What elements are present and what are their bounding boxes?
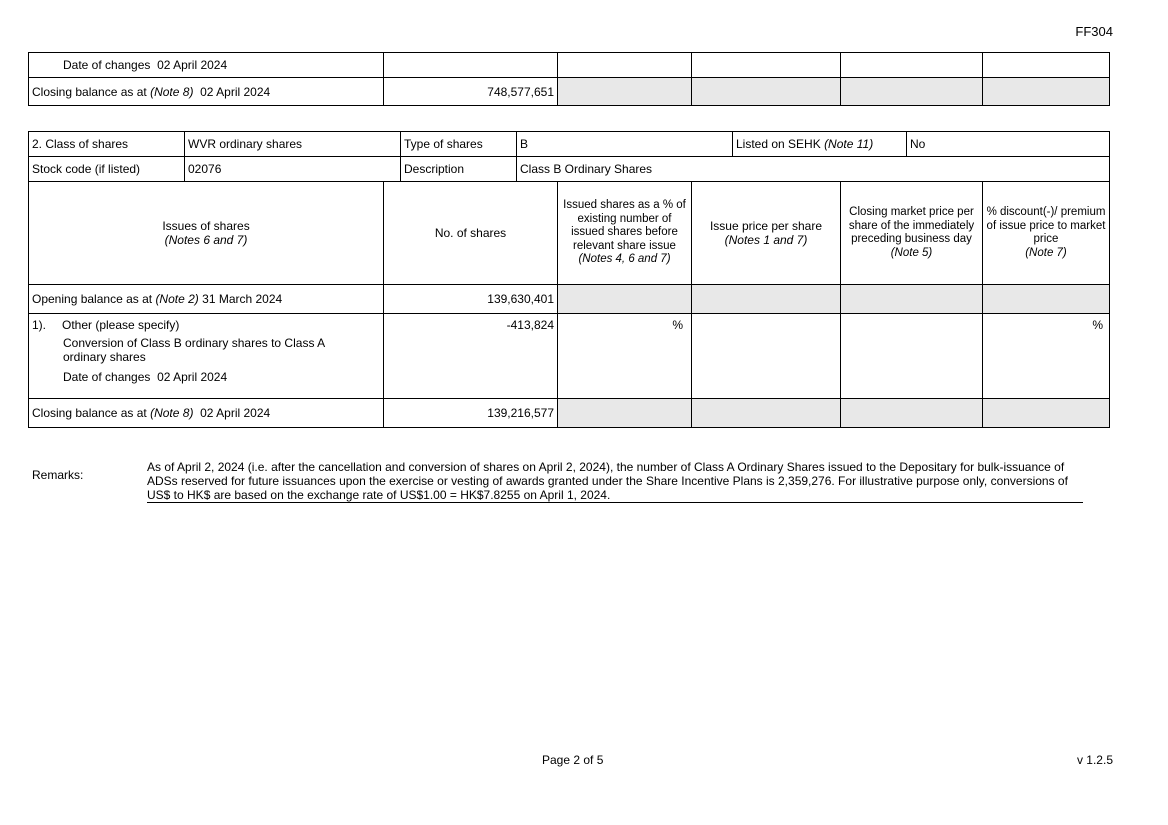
remarks-text: As of April 2, 2024 (i.e. after the cancellation and conversion of shares on April 2, 2024), the number of Class A Ordinary Shares issued to the Depositary for bulk-issuance of ADSs reserved for future issuances upon the exercise or vesting of awards granted under the Share Incentive Plans is 2,359,276. For illustrative purpose only, conversions of US$ to HK$ are based on the exchange rate of US$1.00 = HK$7.8255 on April 1, 2024. bbox=[147, 460, 1083, 503]
header-issues-text: Issues of shares bbox=[162, 219, 250, 233]
gray-cell bbox=[983, 78, 1110, 106]
opening-date: 31 March 2024 bbox=[202, 292, 283, 306]
empty-cell bbox=[983, 53, 1110, 78]
listed-note: (Note 11) bbox=[824, 137, 874, 151]
type-label: Type of shares bbox=[401, 132, 517, 157]
item-shares: -413,824 bbox=[384, 314, 558, 399]
gray-cell bbox=[841, 78, 983, 106]
header-closing-price-text: Closing market price per share of the immediately preceding business day bbox=[848, 206, 975, 245]
gray-cell bbox=[692, 399, 841, 428]
item-number: 1). bbox=[32, 318, 47, 332]
item-discount-pct: % bbox=[983, 314, 1110, 399]
item-date-label: Date of changes bbox=[63, 370, 151, 384]
item-date-value: 02 April 2024 bbox=[157, 370, 228, 384]
item-pct: % bbox=[558, 314, 692, 399]
closing-label: Closing balance as at bbox=[32, 84, 147, 99]
opening-balance-cell bbox=[29, 285, 384, 314]
closing-value-2: 139,216,577 bbox=[384, 399, 558, 428]
header-issue-price-text: Issue price per share bbox=[709, 219, 823, 233]
top-table bbox=[28, 52, 1110, 106]
item-desc: Conversion of Class B ordinary shares to Class A ordinary shares bbox=[63, 336, 325, 364]
page-number: Page 2 of 5 bbox=[542, 753, 604, 767]
class-label: 2. Class of shares bbox=[29, 132, 185, 157]
closing-balance-cell bbox=[29, 78, 384, 106]
gray-cell bbox=[983, 285, 1110, 314]
gray-cell bbox=[841, 285, 983, 314]
empty-cell bbox=[841, 53, 983, 78]
header-closing-price-note: (Note 5) bbox=[890, 246, 933, 259]
gray-cell bbox=[558, 78, 692, 106]
opening-label: Opening balance as at bbox=[32, 292, 153, 306]
version: v 1.2.5 bbox=[1076, 753, 1113, 767]
header-discount-note: (Note 7) bbox=[1025, 246, 1067, 259]
empty-cell bbox=[558, 53, 692, 78]
date-changes-value: 02 April 2024 bbox=[157, 58, 228, 72]
empty-cell bbox=[692, 314, 841, 399]
closing-note: (Note 8) bbox=[150, 84, 194, 99]
empty-cell bbox=[841, 314, 983, 399]
class-desc-table bbox=[28, 156, 1110, 182]
header-pct-issued-text: Issued shares as a % of existing number of issued shares before relevant share issue bbox=[563, 199, 686, 252]
date-changes-label: Date of changes bbox=[63, 58, 151, 72]
other-item-cell bbox=[29, 314, 384, 399]
header-discount bbox=[983, 182, 1110, 285]
description-label: Description bbox=[401, 157, 517, 182]
header-pct-issued-note: (Notes 4, 6 and 7) bbox=[578, 253, 671, 266]
closing-balance-cell-2 bbox=[29, 399, 384, 428]
listed-label-cell bbox=[733, 132, 907, 157]
class-info-table bbox=[28, 131, 1110, 157]
header-issue-price-note: (Notes 1 and 7) bbox=[724, 233, 808, 247]
date-of-changes-cell bbox=[29, 53, 384, 78]
header-discount-text: % discount(-)/ premium of issue price to market price bbox=[986, 206, 1106, 245]
opening-note: (Note 2) bbox=[155, 292, 199, 306]
gray-cell bbox=[692, 285, 841, 314]
header-issue-price bbox=[692, 182, 841, 285]
empty-cell bbox=[692, 53, 841, 78]
gray-cell bbox=[558, 399, 692, 428]
stock-code-value: 02076 bbox=[185, 157, 401, 182]
header-issues bbox=[29, 182, 384, 285]
form-code: FF304 bbox=[1075, 24, 1113, 39]
closing-date: 02 April 2024 bbox=[200, 84, 271, 99]
closing-label-2: Closing balance as at bbox=[32, 406, 147, 420]
gray-cell bbox=[558, 285, 692, 314]
gray-cell bbox=[692, 78, 841, 106]
item-date-line bbox=[32, 370, 380, 384]
remarks-label: Remarks: bbox=[32, 468, 84, 482]
header-pct-issued bbox=[558, 182, 692, 285]
type-value: B bbox=[517, 132, 733, 157]
header-issues-note: (Notes 6 and 7) bbox=[164, 233, 248, 247]
listed-label: Listed on SEHK bbox=[736, 137, 821, 151]
header-no-shares: No. of shares bbox=[384, 182, 558, 285]
gray-cell bbox=[841, 399, 983, 428]
gray-cell bbox=[983, 399, 1110, 428]
share-movement-table bbox=[28, 181, 1110, 428]
other-item-line bbox=[32, 318, 380, 332]
closing-note-2: (Note 8) bbox=[150, 406, 194, 420]
stock-code-label: Stock code (if listed) bbox=[29, 157, 185, 182]
class-value: WVR ordinary shares bbox=[185, 132, 401, 157]
item-label: Other (please specify) bbox=[62, 318, 180, 332]
header-closing-price bbox=[841, 182, 983, 285]
closing-date-2: 02 April 2024 bbox=[200, 406, 271, 420]
listed-value: No bbox=[907, 132, 1110, 157]
closing-value: 748,577,651 bbox=[384, 78, 558, 106]
description-value: Class B Ordinary Shares bbox=[517, 157, 1110, 182]
empty-cell bbox=[384, 53, 558, 78]
opening-value: 139,630,401 bbox=[384, 285, 558, 314]
